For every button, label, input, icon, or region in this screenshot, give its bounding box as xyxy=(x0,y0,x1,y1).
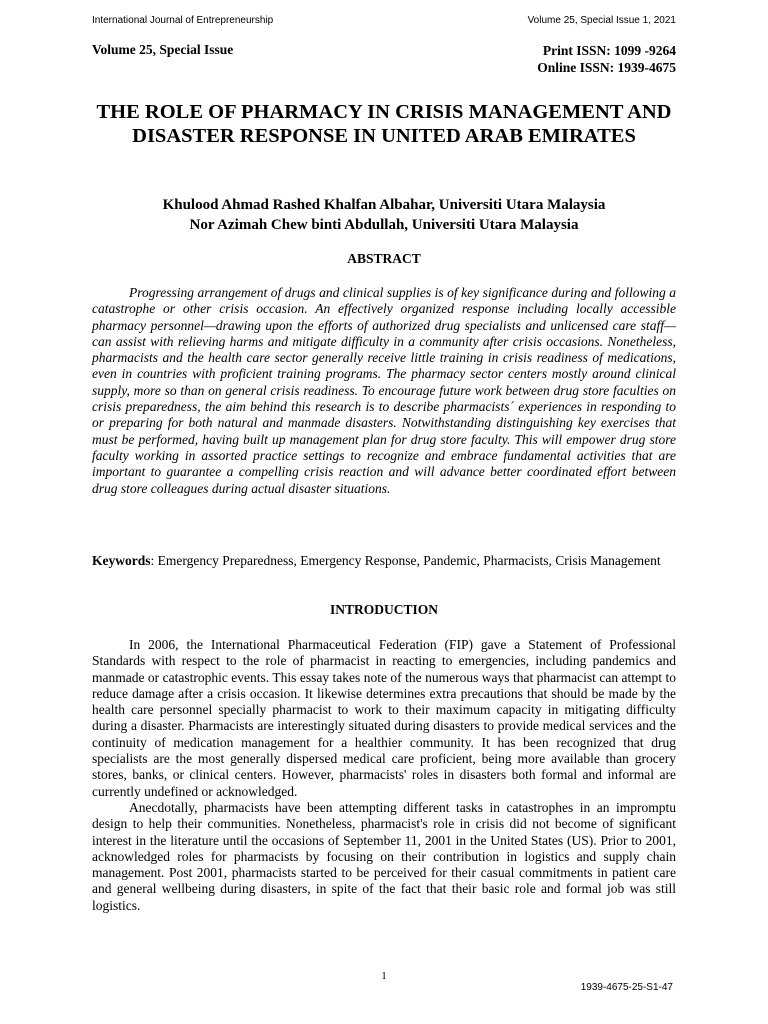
keywords xyxy=(92,553,676,569)
issue-info: Volume 25, Special Issue 1, 2021 xyxy=(527,15,676,26)
author-1: Khulood Ahmad Rashed Khalfan Albahar, Universiti Utara Malaysia xyxy=(162,197,606,213)
abstract-text: Progressing arrangement of drugs and clinical supplies is of key significance during and following a catastrophe or other crisis occasion. An effectively organized response including locally accessible pharmacy personnel—drawing upon the efforts of authorized drug specialists and unlicensed care staff—can assist with relieving harms and mitigate difficulty in a community after crisis occasions. Nonetheless, pharmacists and the health care sector generally receive little training in crisis readiness of medications, even in countries with proficient training programs. The pharmacy sector centers mostly around clinical supply, more so than on general crisis readiness. To encourage future work between drug store faculties on crisis preparedness, the aim behind this research is to describe pharmacists´ experiences in responding to or preparing for both natural and manmade disasters. Notwithstanding distinguishing key exercises that must be performed, having built up management plan for drug store faculty. This will empower drug store faculty working in assorted practice settings to recognize and embrace fundamental activities that are important to guarantee a compelling crisis reaction and will advance better coordinated effort between drug store colleagues during actual disaster situations. xyxy=(92,285,676,496)
introduction-heading: INTRODUCTION xyxy=(329,602,438,617)
online-issn: Online ISSN: 1939-4675 xyxy=(537,60,676,75)
issn-block xyxy=(537,42,676,76)
author-list xyxy=(92,195,676,235)
introduction-body xyxy=(92,637,676,914)
keywords-text: : Emergency Preparedness, Emergency Response, Pandemic, Pharmacists, Crisis Management xyxy=(150,553,661,568)
intro-paragraph-1: In 2006, the International Pharmaceutical Federation (FIP) gave a Statement of Professional Standards with respect to the role of pharmacist in reacting to emergencies, including pandemics and manmade or catastrophic events. This essay takes note of the numerous ways that pharmacist can attempt to reduce damage after a crisis occasion. It likewise determines extra precautions that should be made by the health care personnel specially pharmacist to work to their maximum capacity in mitigating difficulty during a disaster. Pharmacists are interestingly situated during disasters to provide medical services and the continuity of medication management for a healthier community. It has been recognized that drug specialists are the most generally dispersed medical care proficient, being more available than grocery stores, banks, or clinical centers. However, pharmacists' roles in disasters both formal and informal are currently undefined or acknowledged. xyxy=(92,637,676,799)
running-head xyxy=(92,15,676,26)
volume-line: Volume 25, Special Issue xyxy=(92,42,234,57)
intro-paragraph-2: Anecdotally, pharmacists have been attempting different tasks in catastrophes in an impromptu design to help their communities. Nonetheless, pharmacist's role in crisis did not become of significant interest in the literature until the occasions of September 11, 2001 in the United States (US). Prior to 2001, acknowledged roles for pharmacists by focusing on their contribution in logistics and supply chain management. Post 2001, pharmacists started to be perceived for their casual commitments in patient care and general wellbeing during disasters, in spite of the fact that their basic role and formal job was still logistics. xyxy=(92,799,676,913)
page-number: 1 xyxy=(381,970,387,982)
print-issn: Print ISSN: 1099 -9264 xyxy=(542,43,676,58)
journal-name: International Journal of Entrepreneurship xyxy=(92,15,274,26)
author-2: Nor Azimah Chew binti Abdullah, Universiti Utara Malaysia xyxy=(189,217,579,233)
paper-title: THE ROLE OF PHARMACY IN CRISIS MANAGEMENT AND DISASTER RESPONSE IN UNITED ARAB EMIRATES xyxy=(96,101,672,147)
document-id: 1939-4675-25-S1-47 xyxy=(580,982,673,993)
keywords-label: Keywords xyxy=(92,553,151,568)
abstract-heading: ABSTRACT xyxy=(347,251,421,266)
volume-issn-row xyxy=(92,42,676,76)
